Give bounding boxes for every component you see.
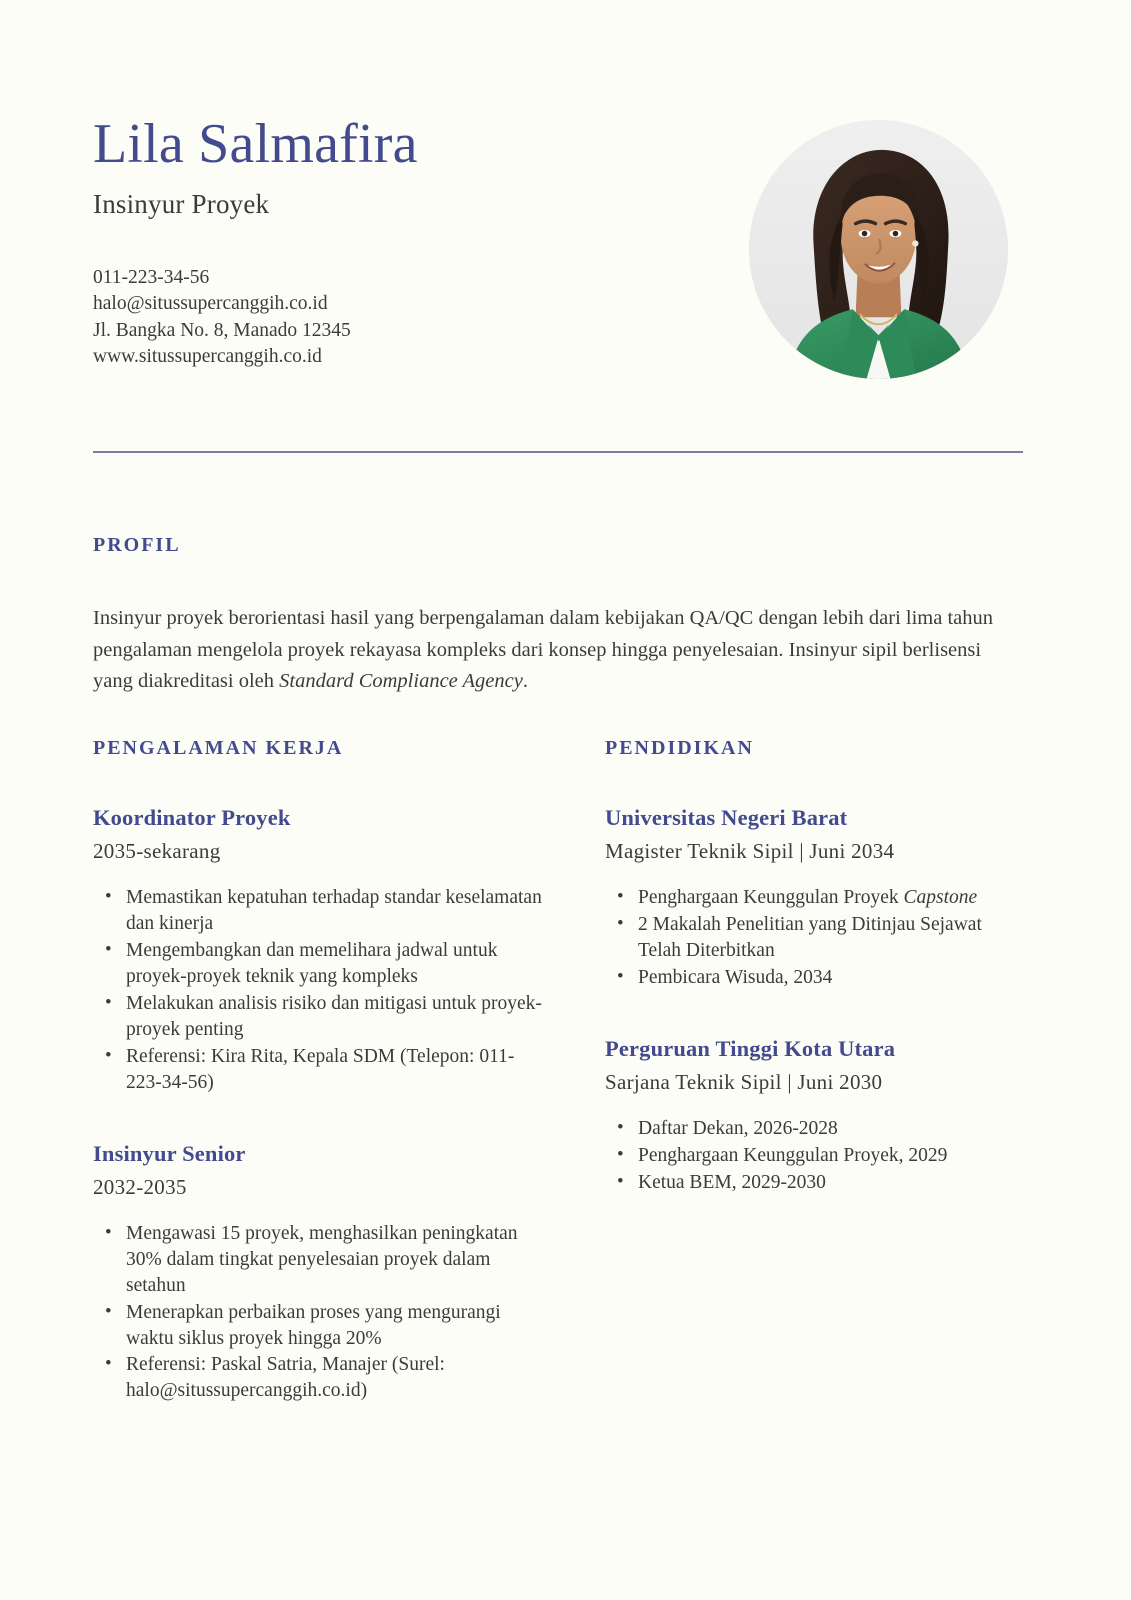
list-item-text: 2 Makalah Penelitian yang Ditinjau Sejawat Telah Diterbitkan xyxy=(638,914,982,962)
experience-bullet-list xyxy=(93,885,545,1095)
list-item: • Memastikan kepatuhan terhadap standar keselamatan dan kinerja xyxy=(126,885,545,937)
list-item xyxy=(638,1170,1025,1196)
experience-job-title: Insinyur Senior xyxy=(93,1140,246,1166)
experience-bullet-list xyxy=(93,1221,545,1404)
profile-section xyxy=(93,534,1023,698)
contact-email: halo@situssupercanggih.co.id xyxy=(93,293,328,315)
education-section xyxy=(605,737,1025,1197)
profile-accreditor: Standard Compliance Agency xyxy=(279,670,523,693)
education-entry xyxy=(605,1035,1025,1196)
list-item xyxy=(638,1116,1025,1142)
list-item: • Referensi: Kira Rita, Kepala SDM (Telepon: 011-223-34-56) xyxy=(126,1044,545,1096)
list-item: • Mengawasi 15 proyek, menghasilkan peningkatan 30% dalam tingkat penyelesaian proyek dalam setahun xyxy=(126,1221,545,1299)
list-item-text: Daftar Dekan, 2026-2028 xyxy=(638,1118,838,1140)
profile-heading: PROFIL xyxy=(93,534,181,556)
experience-section xyxy=(93,737,545,1405)
experience-entry xyxy=(93,1140,545,1405)
profile-text xyxy=(93,603,1023,698)
contact-phone: 011-223-34-56 xyxy=(93,267,210,288)
experience-entry xyxy=(93,804,545,1096)
education-bullet-list xyxy=(605,1116,1025,1196)
list-item-text: Pembicara Wisuda, 2034 xyxy=(638,967,833,989)
experience-heading: PENGALAMAN KERJA xyxy=(93,737,344,759)
list-item: • Mengembangkan dan memelihara jadwal untuk proyek-proyek teknik yang kompleks xyxy=(126,938,545,990)
education-entry xyxy=(605,804,1025,991)
candidate-job-title: Insinyur Proyek xyxy=(93,189,270,219)
education-bullet-list xyxy=(605,885,1025,991)
list-item xyxy=(638,912,1025,964)
candidate-name: Lila Salmafira xyxy=(93,113,418,175)
list-item xyxy=(638,1143,1025,1169)
list-item-emphasis: Capstone xyxy=(903,887,978,909)
profile-photo-illustration xyxy=(749,120,1008,379)
profile-text-part1: Insinyur proyek berorientasi hasil yang berpengalaman dalam kebijakan QA/QC dengan lebih dari lima tahun pengalaman mengelola proyek rekayasa kompleks dari konsep hingga penyelesaian. Insinyur sipil berlisensi yang diakreditasi oleh xyxy=(93,607,994,693)
header-divider xyxy=(93,451,1023,453)
contact-block xyxy=(93,265,418,370)
list-item xyxy=(638,965,1025,991)
list-item-text: Penghargaan Keunggulan Proyek xyxy=(638,887,904,909)
header-text-block xyxy=(93,112,418,370)
profile-text-part2: . xyxy=(522,670,528,693)
education-degree: Magister Teknik Sipil | Juni 2034 xyxy=(605,839,895,863)
experience-job-period: 2035-sekarang xyxy=(93,839,221,863)
education-degree: Sarjana Teknik Sipil | Juni 2030 xyxy=(605,1069,883,1094)
resume-header xyxy=(93,112,1023,379)
list-item: • Melakukan analisis risiko dan mitigasi untuk proyek-proyek penting xyxy=(126,991,545,1043)
list-item: • Menerapkan perbaikan proses yang mengurangi waktu siklus proyek hingga 20% xyxy=(126,1300,545,1352)
education-heading: PENDIDIKAN xyxy=(605,737,754,759)
list-item-text: Ketua BEM, 2029-2030 xyxy=(638,1172,826,1194)
contact-website: www.situssupercanggih.co.id xyxy=(93,345,322,367)
contact-address: Jl. Bangka No. 8, Manado 12345 xyxy=(93,319,351,341)
experience-job-period: 2032-2035 xyxy=(93,1174,187,1199)
list-item: • Referensi: Paskal Satria, Manajer (Surel: halo@situssupercanggih.co.id) xyxy=(126,1352,545,1404)
profile-photo xyxy=(749,120,1008,379)
experience-job-title: Koordinator Proyek xyxy=(93,805,291,830)
list-item-text: Penghargaan Keunggulan Proyek, 2029 xyxy=(638,1145,948,1167)
education-school-name: Perguruan Tinggi Kota Utara xyxy=(605,1035,896,1061)
education-school-name: Universitas Negeri Barat xyxy=(605,805,848,830)
list-item xyxy=(638,885,1025,911)
